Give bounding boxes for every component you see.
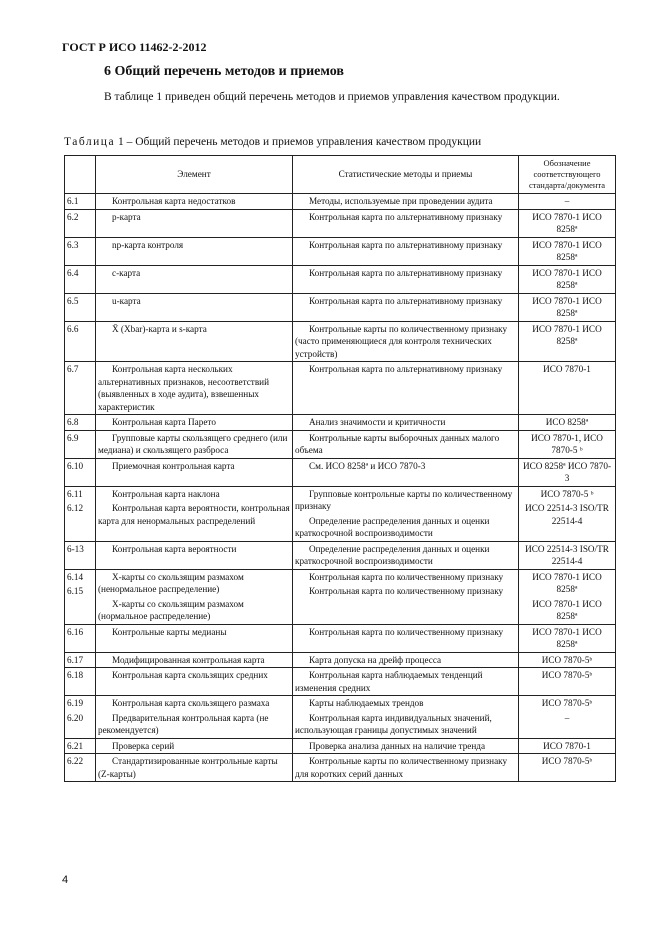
cell-text: 6.9 <box>67 432 79 443</box>
cell-element <box>96 754 293 782</box>
intro-paragraph: В таблице 1 приведен общий перечень методов и приемов управления качеством продукции. <box>104 91 560 103</box>
cell-text: ИСО 7870-1 <box>543 364 591 374</box>
cell-text: ИСО 7870-1 <box>543 740 591 751</box>
cell-standard <box>519 209 616 237</box>
cell-num <box>65 652 96 668</box>
cell-standard <box>519 458 616 486</box>
cell-text: Контрольная карта вероятности <box>112 543 237 554</box>
caption-text: 1 – Общий перечень методов и приемов управления качеством продукции <box>117 136 482 148</box>
cell-text: Проверка анализа данных на наличие тренда <box>309 740 486 751</box>
cell-text: 6.6 <box>67 323 79 334</box>
table-row <box>65 293 616 321</box>
cell-element <box>96 738 293 754</box>
cell-text: ИСО 7870-1 ИСО 8258ª <box>532 295 602 318</box>
cell-text: 6.5 <box>67 295 79 306</box>
table-row <box>65 696 616 739</box>
cell-num <box>65 738 96 754</box>
cell-standard <box>519 415 616 431</box>
cell-text: np-карта контроля <box>112 239 184 250</box>
table-header-row <box>65 156 616 194</box>
cell-text: Контрольная карта индивидуальных значений, использующая границы допустимых значений <box>295 712 492 735</box>
cell-text: ИСО 7870-5ᵇ <box>541 698 593 708</box>
cell-standard <box>519 237 616 265</box>
cell-num <box>65 415 96 431</box>
cell-text: X-карты со скользящим размахом (нормальное распределение) <box>98 598 244 621</box>
cell-text: – <box>564 712 570 723</box>
cell-text: Контрольная карта по количественному признаку <box>309 586 504 596</box>
cell-text: – <box>564 196 570 206</box>
cell-text: 6.22 <box>67 756 84 766</box>
cell-text: ИСО 7870-5 ᵇ <box>540 488 594 499</box>
cell-element <box>96 321 293 362</box>
cell-text: Модифицированная контрольная карта <box>112 654 265 665</box>
cell-element <box>96 265 293 293</box>
cell-text: Контрольная карта по количественному признаку <box>309 626 504 637</box>
cell-text: Контрольные карты медианы <box>112 626 227 637</box>
cell-element <box>96 194 293 210</box>
methods-table <box>64 155 616 782</box>
cell-element <box>96 362 293 415</box>
cell-num <box>65 541 96 569</box>
table-row <box>65 569 616 624</box>
table-row <box>65 624 616 652</box>
table-row <box>65 415 616 431</box>
cell-text: Карта допуска на дрейф процесса <box>309 654 442 665</box>
cell-num <box>65 696 96 739</box>
cell-text: 6.16 <box>67 626 84 637</box>
cell-standard <box>519 486 616 541</box>
cell-element <box>96 486 293 541</box>
cell-text: 6.14 <box>67 571 84 582</box>
table-row <box>65 668 616 696</box>
cell-standard <box>519 194 616 210</box>
cell-num <box>65 237 96 265</box>
table-row <box>65 486 616 541</box>
cell-standard <box>519 362 616 415</box>
cell-methods <box>293 415 519 431</box>
cell-num <box>65 486 96 541</box>
cell-methods <box>293 458 519 486</box>
cell-methods <box>293 754 519 782</box>
cell-text: Анализ значимости и критичности <box>309 417 446 427</box>
cell-text: ИСО 7870-1 ИСО 8258ª <box>532 571 602 594</box>
cell-text: ИСО 7870-1 ИСО 8258ª <box>532 626 602 649</box>
cell-text: Контрольная карта скользящих средних <box>112 670 268 680</box>
cell-standard <box>519 430 616 458</box>
header-element: Элемент <box>96 156 293 194</box>
cell-num <box>65 209 96 237</box>
cell-text: Контрольная карта нескольких альтернативных признаков, несоответствий (выявленных в ходе аудита), взвешенных характеристик <box>98 364 269 412</box>
cell-text: Определение распределения данных и оценки краткосрочной воспроизводимости <box>295 515 490 538</box>
cell-methods <box>293 696 519 739</box>
cell-text: ИСО 8258ª ИСО 7870-3 <box>522 460 612 483</box>
cell-text: 6.15 <box>67 586 84 596</box>
cell-methods <box>293 624 519 652</box>
cell-text: ИСО 7870-1 ИСО 8258ª <box>532 211 602 234</box>
table-row <box>65 430 616 458</box>
table-row <box>65 321 616 362</box>
cell-element <box>96 209 293 237</box>
cell-num <box>65 569 96 624</box>
cell-standard <box>519 738 616 754</box>
table-caption <box>64 136 481 148</box>
table-row <box>65 209 616 237</box>
cell-text: ИСО 7870-5ᵇ <box>541 654 593 665</box>
cell-text: 6-13 <box>67 543 84 554</box>
cell-text: 6.11 <box>67 488 83 499</box>
cell-text: 6.19 <box>67 698 84 708</box>
cell-text: Контрольная карта скользящего размаха <box>112 698 270 708</box>
cell-text: u-карта <box>112 295 141 306</box>
cell-text: Контрольная карта наблюдаемых тенденций изменения средних <box>295 670 483 693</box>
cell-text: 6.12 <box>67 503 84 513</box>
header-methods: Статистические методы и приемы <box>293 156 519 194</box>
cell-text: Групповые карты скользящего среднего (или медиана) и скользящего разброса <box>98 432 288 455</box>
cell-text: Карты наблюдаемых трендов <box>309 698 424 708</box>
cell-text: Контрольные карты по количественному признаку (часто применяющиеся для контроля технических устройств) <box>295 323 508 359</box>
cell-num <box>65 754 96 782</box>
cell-text: 6.3 <box>67 239 79 250</box>
cell-element <box>96 430 293 458</box>
cell-num <box>65 430 96 458</box>
cell-num <box>65 293 96 321</box>
table-row <box>65 652 616 668</box>
cell-text: Определение распределения данных и оценки краткосрочной воспроизводимости <box>295 543 490 566</box>
cell-text: Контрольная карта вероятности, контрольная карта для ненормальных распределений <box>98 503 290 526</box>
cell-text: ИСО 7870-1 ИСО 8258ª <box>532 598 602 621</box>
cell-text: 6.7 <box>67 364 79 374</box>
table-row <box>65 738 616 754</box>
table-row <box>65 362 616 415</box>
cell-methods <box>293 362 519 415</box>
cell-text: 6.8 <box>67 417 79 427</box>
cell-text: 6.18 <box>67 670 84 680</box>
cell-text: ИСО 7870-5ᵇ <box>541 756 593 766</box>
section-title: 6 Общий перечень методов и приемов <box>104 64 344 79</box>
cell-element <box>96 458 293 486</box>
cell-text: 6.17 <box>67 654 84 665</box>
cell-text: Контрольная карта по альтернативному признаку <box>309 364 503 374</box>
cell-text: 6.4 <box>67 267 79 278</box>
table-row <box>65 194 616 210</box>
caption-word: Таблица <box>64 136 116 148</box>
document-header: ГОСТ Р ИСО 11462-2-2012 <box>62 40 207 54</box>
cell-num <box>65 362 96 415</box>
cell-text: Контрольная карта по альтернативному признаку <box>309 267 503 278</box>
cell-methods <box>293 668 519 696</box>
cell-text: Контрольные карты выборочных данных малого объема <box>295 432 500 455</box>
cell-methods <box>293 265 519 293</box>
cell-num <box>65 624 96 652</box>
cell-text: Предварительная контрольная карта (не рекомендуется) <box>98 712 269 735</box>
cell-methods <box>293 541 519 569</box>
cell-text: Контрольная карта Парето <box>112 417 216 427</box>
header-num <box>65 156 96 194</box>
cell-standard <box>519 696 616 739</box>
cell-text: ИСО 8258ª <box>545 417 589 427</box>
cell-text: X-карты со скользящим размахом (ненормальное распределение) <box>98 571 244 594</box>
cell-element <box>96 415 293 431</box>
cell-standard <box>519 652 616 668</box>
cell-text: c-карта <box>112 267 141 278</box>
cell-text: Контрольная карта по альтернативному признаку <box>309 239 503 250</box>
cell-text: ИСО 22514-3 ISO/TR 22514-4 <box>525 503 609 526</box>
cell-text: ИСО 7870-1 ИСО 8258ª <box>532 267 602 290</box>
cell-standard <box>519 321 616 362</box>
cell-text: ИСО 7870-1, ИСО 7870-5 ᵇ <box>531 432 603 455</box>
cell-methods <box>293 486 519 541</box>
cell-text: ИСО 7870-5ᵇ <box>541 670 593 680</box>
cell-num <box>65 668 96 696</box>
cell-standard <box>519 754 616 782</box>
cell-num <box>65 194 96 210</box>
cell-text: Контрольная карта по альтернативному признаку <box>309 211 503 222</box>
table-row <box>65 458 616 486</box>
cell-methods <box>293 652 519 668</box>
cell-text: X̄ (Xbar)-карта и s-карта <box>112 323 207 334</box>
cell-standard <box>519 668 616 696</box>
table-row <box>65 265 616 293</box>
cell-text: Проверка серий <box>112 740 175 751</box>
cell-text: p-карта <box>112 211 141 222</box>
cell-num <box>65 458 96 486</box>
cell-text: ИСО 7870-1 ИСО 8258ª <box>532 323 602 346</box>
cell-methods <box>293 738 519 754</box>
cell-methods <box>293 209 519 237</box>
cell-text: 6.21 <box>67 740 84 751</box>
cell-methods <box>293 293 519 321</box>
cell-methods <box>293 194 519 210</box>
cell-element <box>96 668 293 696</box>
cell-text: 6.2 <box>67 211 79 222</box>
table-row <box>65 237 616 265</box>
cell-standard <box>519 541 616 569</box>
cell-standard <box>519 624 616 652</box>
cell-text: Контрольная карта недостатков <box>112 196 236 206</box>
cell-methods <box>293 569 519 624</box>
table-row <box>65 541 616 569</box>
cell-text: Контрольная карта по количественному признаку <box>309 571 504 582</box>
cell-element <box>96 541 293 569</box>
cell-element <box>96 569 293 624</box>
header-standard: Обозначение соответствующего стандарта/документа <box>519 156 616 194</box>
cell-num <box>65 265 96 293</box>
cell-element <box>96 237 293 265</box>
cell-text: Контрольная карта наклона <box>112 488 220 499</box>
cell-num <box>65 321 96 362</box>
cell-text: Методы, используемые при проведении аудита <box>309 196 493 206</box>
page-number: 4 <box>62 874 69 886</box>
cell-element <box>96 696 293 739</box>
cell-element <box>96 293 293 321</box>
cell-standard <box>519 265 616 293</box>
cell-text: ИСО 22514-3 ISO/TR 22514-4 <box>525 543 609 566</box>
cell-text: См. ИСО 8258ª и ИСО 7870-3 <box>309 460 426 471</box>
cell-text: Приемочная контрольная карта <box>112 460 235 471</box>
cell-standard <box>519 293 616 321</box>
cell-methods <box>293 237 519 265</box>
cell-text: Контрольные карты по количественному признаку для коротких серий данных <box>295 756 508 779</box>
cell-methods <box>293 321 519 362</box>
cell-text: 6.1 <box>67 196 79 206</box>
cell-text: Стандартизированные контрольные карты (Z-карты) <box>98 756 278 779</box>
cell-text: 6.10 <box>67 460 84 471</box>
cell-standard <box>519 569 616 624</box>
cell-element <box>96 624 293 652</box>
cell-methods <box>293 430 519 458</box>
cell-text: Контрольная карта по альтернативному признаку <box>309 295 503 306</box>
cell-element <box>96 652 293 668</box>
table-row <box>65 754 616 782</box>
cell-text: 6.20 <box>67 712 84 723</box>
cell-text: Групповые контрольные карты по количественному признаку <box>295 488 513 511</box>
cell-text: ИСО 7870-1 ИСО 8258ª <box>532 239 602 262</box>
